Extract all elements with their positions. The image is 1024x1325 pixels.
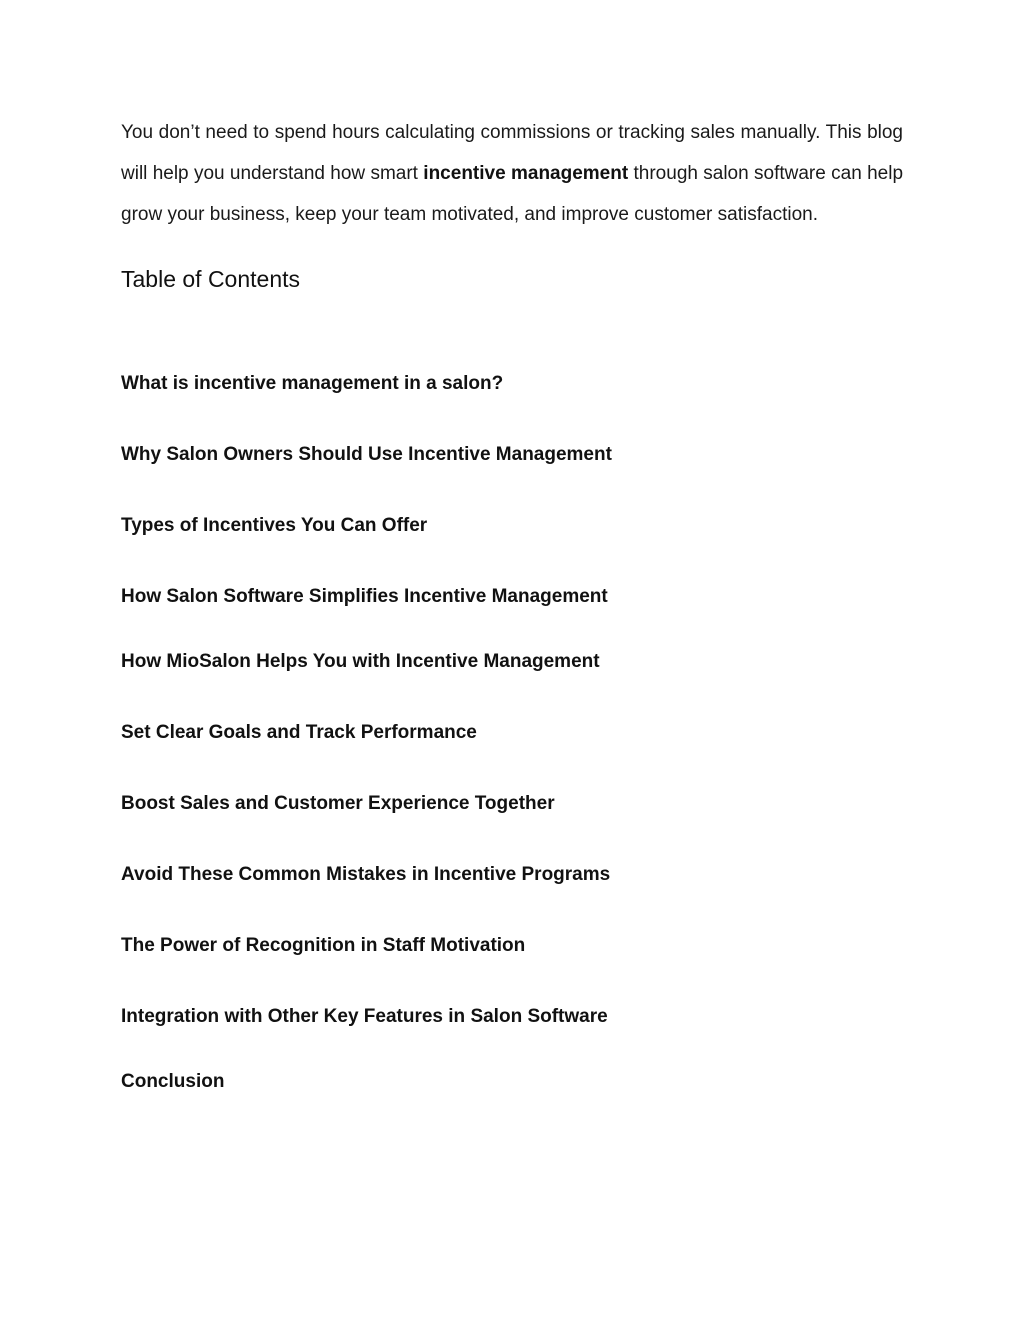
toc-item-what-is-incentive-management[interactable]: What is incentive management in a salon? bbox=[121, 373, 504, 394]
toc-item-avoid-mistakes[interactable]: Avoid These Common Mistakes in Incentive Programs bbox=[121, 864, 611, 885]
toc-item-integration[interactable]: Integration with Other Key Features in Salon Software bbox=[121, 1006, 608, 1027]
toc-item-power-of-recognition[interactable]: The Power of Recognition in Staff Motivation bbox=[121, 935, 526, 956]
toc-item-set-clear-goals[interactable]: Set Clear Goals and Track Performance bbox=[121, 722, 477, 743]
toc-item-types-of-incentives[interactable]: Types of Incentives You Can Offer bbox=[121, 515, 428, 536]
toc-item-conclusion[interactable]: Conclusion bbox=[121, 1071, 225, 1092]
intro-paragraph bbox=[121, 112, 903, 235]
intro-bold-phrase: incentive management bbox=[423, 163, 629, 184]
intro-text-after: through salon software can help grow your business, keep your team motivated, and improve customer satisfaction. bbox=[121, 163, 904, 225]
document-page bbox=[121, 112, 903, 297]
toc-item-how-software-simplifies[interactable]: How Salon Software Simplifies Incentive Management bbox=[121, 586, 608, 607]
toc-heading: Table of Contents bbox=[121, 266, 301, 292]
toc-item-how-miosalon-helps[interactable]: How MioSalon Helps You with Incentive Management bbox=[121, 651, 600, 672]
intro-text-before: You don’t need to spend hours calculating commissions or tracking sales manually. This blog will help you understand how smart bbox=[121, 122, 903, 184]
toc-item-why-salon-owners[interactable]: Why Salon Owners Should Use Incentive Management bbox=[121, 444, 612, 465]
toc-item-boost-sales[interactable]: Boost Sales and Customer Experience Together bbox=[121, 793, 555, 814]
